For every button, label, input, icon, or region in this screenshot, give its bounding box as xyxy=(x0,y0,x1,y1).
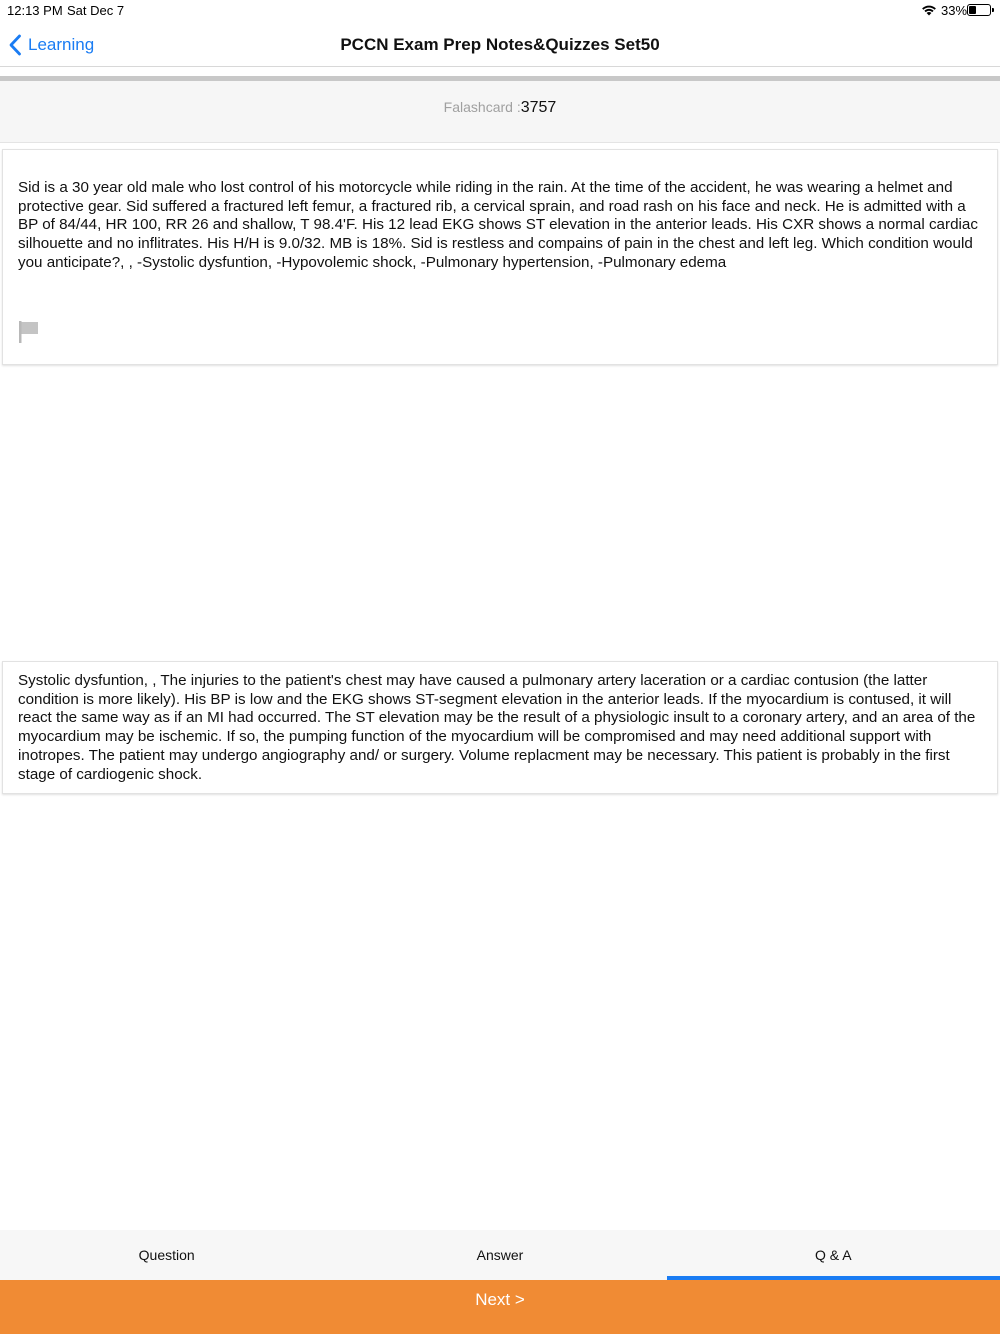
back-label: Learning xyxy=(28,35,95,54)
tab-q-and-a[interactable]: Q & A xyxy=(667,1230,1000,1280)
tab-question[interactable]: Question xyxy=(138,1247,195,1263)
answer-text: Systolic dysfuntion, , The injuries to the patient's chest may have caused a pulmonary artery laceration or a cardiac contusion (the latter condition is more likely). His BP is low and the EKG shows ST-segment elevation in the anterior leads. If the myocardium is contused, it will react the same way as if an MI had occurred. The ST elevation may be the result of a physiologic insult to a coronary artery, and an area of the myocardium may be ischemic. If so, the pumping function of the myocardium will be compromised and may need additional support with inotropes. The patient may undergo angiography and/ or surgery. Volume replacment may be necessary. This patient is probably in the first stage of cardiogenic shock. xyxy=(18,672,976,783)
status-bar xyxy=(0,0,1000,22)
battery-percent: 33% xyxy=(941,3,968,18)
flashcard-number: 3757 xyxy=(520,99,557,116)
status-date: Sat Dec 7 xyxy=(67,3,125,18)
tab-bar xyxy=(0,1230,1000,1280)
flashcard-counter xyxy=(0,81,1000,143)
battery-tip xyxy=(992,8,994,12)
wifi-icon xyxy=(921,4,937,16)
status-time: 12:13 PM xyxy=(7,3,63,18)
battery-level xyxy=(969,6,976,14)
flag-icon[interactable] xyxy=(18,320,40,344)
tab-answer[interactable]: Answer xyxy=(476,1247,524,1263)
nav-bar xyxy=(0,22,1000,67)
question-card xyxy=(2,149,998,365)
question-text: Sid is a 30 year old male who lost control of his motorcycle while riding in the rain. At the time of the accident, he was wearing a helmet and protective gear. Sid suffered a fractured left femur, a fractured rib, a cervical sprain, and road rash on his face and neck. He is admitted with a BP of 84/44, HR 100, RR 26 and shallow, T 98.4'F. His 12 lead EKG shows ST elevation in the anterior leads. His CXR shows a normal cardiac silhouette and no inflitrates. His H/H is 9.0/32. MB is 18%. Sid is restless and compains of pain in the chest and left leg. Which condition would you anticipate?, , -Systolic dysfuntion, -Hypovolemic shock, -Pulmonary hypertension, -Pulmonary edema xyxy=(18,179,978,271)
next-button[interactable]: Next > xyxy=(0,1280,1000,1334)
flashcard-label: Falashcard : xyxy=(443,99,521,115)
battery-icon xyxy=(967,4,991,16)
answer-card xyxy=(2,661,998,794)
page-title: PCCN Exam Prep Notes&Quizzes Set50 xyxy=(340,35,660,54)
